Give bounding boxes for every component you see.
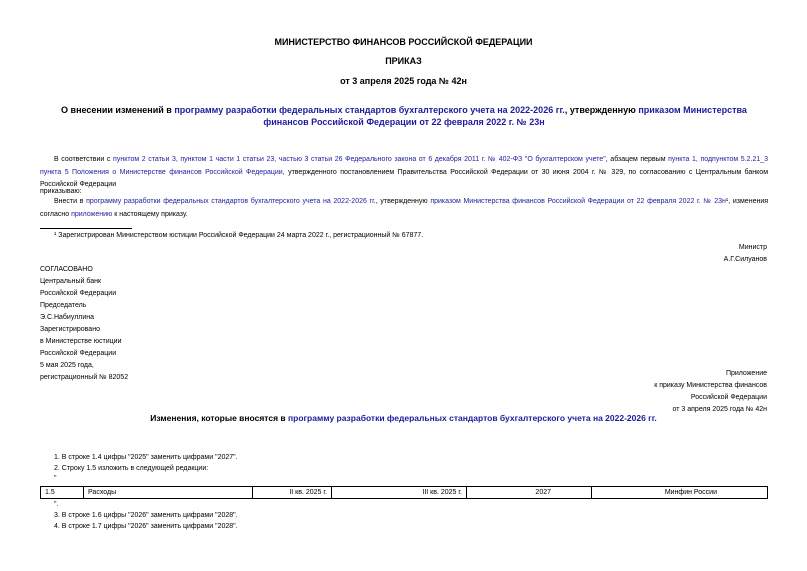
- change-item-4: 4. В строке 1.7 цифры "2026" заменить цифрами "2028".: [54, 523, 238, 530]
- table-cell-start: II кв. 2025 г.: [253, 487, 332, 499]
- table-cell-number: 1.5: [41, 487, 84, 499]
- agreed-line: Российской Федерации: [40, 290, 117, 297]
- appendix-title-pre: Изменения, которые вносятся в: [150, 413, 288, 423]
- agreed-line: Зарегистрировано: [40, 326, 100, 333]
- table-cell-responsible: Минфин России: [592, 487, 768, 499]
- agreed-line: Российской Федерации: [40, 350, 117, 357]
- appendix-line: от 3 апреля 2025 года № 42н: [672, 406, 767, 413]
- table-cell-year: 2027: [467, 487, 592, 499]
- appendix-title: [0, 413, 807, 423]
- preamble-link-regulation[interactable]: пункта 1, подпунктом 5.2.21_3 пункта 5 Положения о Министерстве финансов Российской Федерации: [40, 156, 769, 176]
- agreed-line: СОГЛАСОВАНО: [40, 266, 93, 273]
- agreed-line: Э.С.Набиуллина: [40, 314, 95, 321]
- appendix-line: к приказу Министерства финансов: [654, 382, 767, 389]
- change-item-3: 3. В строке 1.6 цифры "2026" заменить цифрами "2028".: [54, 512, 238, 519]
- agreed-line: Председатель: [40, 302, 87, 309]
- appendix-line: Российской Федерации: [690, 394, 767, 401]
- title-link-program[interactable]: программу разработки федеральных стандартов бухгалтерского учета на 2022-2026 гг.: [174, 105, 565, 115]
- appendix-line: Приложение: [725, 370, 767, 377]
- footnote: ¹ Зарегистрирован Министерством юстиции Российской Федерации 24 марта 2022 г., регистрационный № 67877.: [54, 232, 424, 239]
- agreed-line: 5 мая 2025 года,: [40, 362, 94, 369]
- preamble-text-b: , абзацем первым: [605, 156, 669, 163]
- order-link-appendix[interactable]: приложению: [71, 210, 113, 218]
- order-word: приказываю:: [40, 188, 82, 195]
- signature-name: А.Г.Силуанов: [723, 256, 767, 263]
- preamble-paragraph: [40, 154, 768, 192]
- preamble-text-c: , утвержденного постановлением Правительства Российской Федерации от 30 июня 2004 г. № 329, по согласованию с Центральным банком Российской Федерации: [40, 168, 769, 188]
- change-item-2: 2. Строку 1.5 изложить в следующей редакции:: [54, 465, 209, 472]
- order-link-program[interactable]: программу разработки федеральных стандартов бухгалтерского учета на 2022-2026 гг.: [86, 198, 376, 205]
- agreed-line: в Министерстве юстиции: [40, 338, 122, 345]
- quote-open: ": [54, 475, 57, 482]
- change-item-1: 1. В строке 1.4 цифры "2025" заменить цифрами "2027".: [54, 454, 238, 461]
- order-text-c: ¹, изменения согласно: [40, 198, 769, 218]
- row-1-5-table: [40, 486, 768, 499]
- order-link-prior-order[interactable]: приказом Министерства финансов Российской Федерации от 22 февраля 2022 г. № 23н: [430, 198, 726, 205]
- appendix-title-link[interactable]: программу разработки федеральных стандартов бухгалтерского учета на 2022-2026 гг.: [288, 413, 657, 423]
- title-mid: , утвержденную: [564, 105, 639, 115]
- signature-block: [724, 242, 767, 266]
- table-row: [41, 487, 768, 499]
- agreed-line: Центральный банк: [40, 278, 102, 285]
- preamble-text-a: В соответствии с: [54, 156, 114, 163]
- title-link-order[interactable]: приказом Министерства финансов Российской Федерации от 22 февраля 2022 г. № 23н: [263, 105, 747, 127]
- quote-close: ".: [54, 501, 59, 508]
- order-text-a: Внести в: [54, 198, 87, 205]
- order-text-d: к настоящему приказу.: [112, 210, 188, 218]
- table-cell-name: Расходы: [84, 487, 253, 499]
- appendix-header: [654, 368, 767, 416]
- document-title: [40, 104, 768, 128]
- preamble-link-law[interactable]: пунктом 2 статьи 3, пунктом 1 части 1 статьи 23, частью 3 статьи 26 Федерального закона от 6 декабря 2011 г. № 402-ФЗ "О бухгалтерском учете": [113, 156, 606, 163]
- agreed-line: регистрационный № 82052: [40, 374, 129, 381]
- title-pre: О внесении изменений в: [61, 105, 175, 115]
- doc-type: ПРИКАЗ: [385, 56, 422, 66]
- agreed-block: [40, 264, 128, 384]
- table-cell-end: III кв. 2025 г.: [332, 487, 467, 499]
- footnote-divider: [40, 228, 132, 229]
- signature-position: Министр: [738, 244, 767, 251]
- order-text-b: , утвержденную: [375, 198, 431, 205]
- order-paragraph: [40, 196, 768, 221]
- doc-date-number: от 3 апреля 2025 года № 42н: [340, 76, 467, 86]
- ministry-header: МИНИСТЕРСТВО ФИНАНСОВ РОССИЙСКОЙ ФЕДЕРАЦИИ: [274, 37, 533, 47]
